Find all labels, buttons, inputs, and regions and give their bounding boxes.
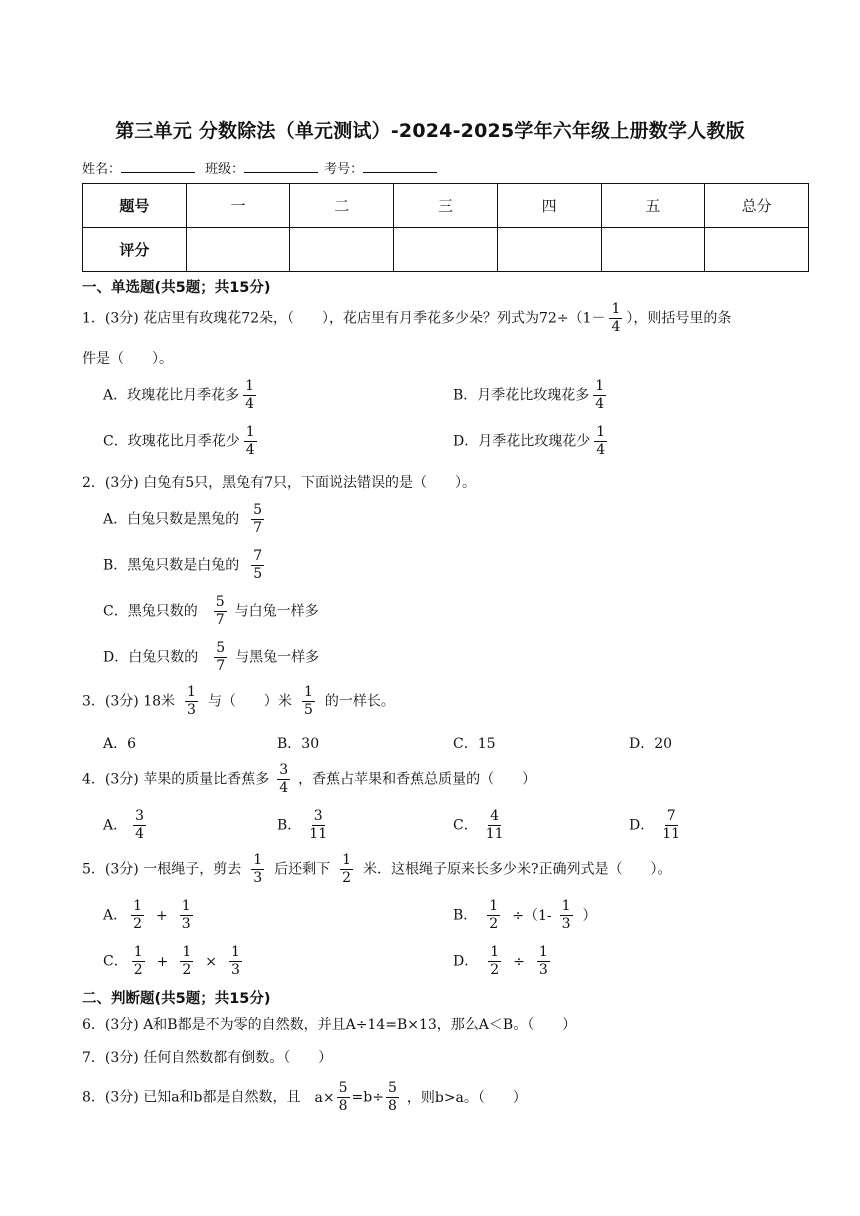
page-title: 第三单元 分数除法（单元测试）-2024-2025学年六年级上册数学人教版	[115, 120, 745, 142]
option-3a[interactable]: A．6	[103, 736, 137, 752]
fraction: $\frac{1}{4}$	[245, 424, 255, 458]
option-2c[interactable]: C．黑兔只数的 $\frac{5}{7}$ 与白兔一样多	[103, 594, 319, 628]
class-blank[interactable]	[244, 160, 318, 173]
score-cell[interactable]	[186, 228, 290, 272]
fraction: $\frac{1}{3}$	[538, 944, 548, 978]
fraction: $\frac{5}{7}$	[215, 594, 225, 628]
fraction: $\frac{7}{5}$	[253, 548, 263, 582]
score-header-cell: 一	[186, 184, 290, 228]
student-info	[82, 158, 443, 177]
score-header-cell: 二	[290, 184, 394, 228]
class-label: 班级：	[205, 162, 245, 177]
name-label: 姓名：	[82, 162, 122, 177]
question-2: 2．(3分) 白兔有5只，黑兔有7只，下面说法错误的是（ ）。	[82, 475, 477, 491]
score-table-score-row	[83, 228, 809, 272]
option-1b[interactable]: B．月季花比玫瑰花多 $\frac{1}{4}$	[453, 378, 605, 412]
question-1-text: 1．(3分) 花店里有玫瑰花72朵，（ ），花店里有月季花多少朵？列式为72÷（1－	[82, 310, 606, 327]
fraction: $\frac{1}{4}$	[595, 378, 605, 412]
fraction: $\frac{1}{2}$	[133, 898, 143, 932]
fraction: $\frac{1}{2}$	[133, 944, 143, 978]
score-header-cell: 总分	[705, 184, 809, 228]
question-7: 7．(3分) 任何自然数都有倒数。（ ）	[82, 1050, 333, 1066]
option-4a[interactable]: A． $\frac{3}{4}$	[103, 808, 145, 842]
fraction: $\frac{1}{3}$	[231, 944, 240, 978]
score-cell[interactable]	[290, 228, 394, 272]
score-header-cell: 三	[394, 184, 498, 228]
question-6: 6．(3分) A和B都是不为零的自然数，并且A÷14=B×13，那么A＜B。（ ）	[82, 1017, 577, 1033]
fraction: $\frac{1}{2}$	[489, 898, 499, 932]
fraction: $\frac{1}{4}$	[596, 424, 606, 458]
question-1-text-tail: ），则括号里的条	[626, 310, 732, 327]
option-4d[interactable]: D． $\frac{7}{11}$	[629, 808, 681, 842]
option-1d[interactable]: D．月季花比玫瑰花少 $\frac{1}{4}$	[453, 424, 606, 458]
score-cell[interactable]	[601, 228, 705, 272]
exam-label: 考号：	[324, 162, 364, 177]
fraction: $\frac{5}{8}$	[387, 1080, 397, 1114]
option-2d[interactable]: D．白兔只数的 $\frac{5}{7}$ 与黑兔一样多	[103, 640, 320, 674]
fraction: $\frac{5}{7}$	[216, 640, 226, 674]
fraction: $\frac{1}{2}$	[342, 852, 352, 886]
question-1-line2: 件是（ ）。	[82, 351, 173, 367]
option-5b[interactable]: B． $\frac{1}{2}$ ÷（1- $\frac{1}{3}$ ）	[453, 898, 597, 932]
score-header-cell: 题号	[83, 184, 187, 228]
option-4c[interactable]: C． $\frac{4}{11}$	[453, 808, 504, 842]
option-5d[interactable]: D． $\frac{1}{2}$ ÷ $\frac{1}{3}$	[453, 944, 548, 978]
question-5: 5．(3分) 一根绳子，剪去 $\frac{1}{3}$ 后还剩下 $\frac{1}{2}$ 米．这根绳子原来长多少米?正确列式是（ ）。	[82, 852, 672, 886]
score-table	[82, 183, 809, 272]
option-3d[interactable]: D．20	[629, 736, 673, 752]
score-table-header-row	[83, 184, 809, 228]
fraction: $\frac{7}{11}$	[662, 808, 681, 842]
question-4: 4．(3分) 苹果的质量比香蕉多 $\frac{3}{4}$ ，香蕉占苹果和香蕉总质量的（ ）	[82, 762, 537, 796]
section-heading-single-choice: 一、单选题(共5题；共15分)	[82, 280, 271, 296]
score-header-cell: 四	[497, 184, 601, 228]
fraction: $\frac{1}{2}$	[182, 944, 192, 978]
score-header-cell: 五	[601, 184, 705, 228]
option-3c[interactable]: C．15	[453, 736, 496, 752]
fraction: $\frac{1}{3}$	[253, 852, 263, 886]
fraction: $\frac{3}{11}$	[309, 808, 328, 842]
score-row-label: 评分	[83, 228, 187, 272]
fraction: $\frac{3}{4}$	[279, 762, 289, 796]
fraction: $\frac{1}{3}$	[187, 684, 196, 718]
fraction: $\frac{1}{5}$	[303, 684, 313, 718]
score-cell[interactable]	[705, 228, 809, 272]
score-cell[interactable]	[497, 228, 601, 272]
option-1a[interactable]: A．玫瑰花比月季花多 $\frac{1}{4}$	[103, 378, 255, 412]
fraction: $\frac{3}{4}$	[135, 808, 145, 842]
option-3b[interactable]: B．30	[277, 736, 320, 752]
option-4b[interactable]: B． $\frac{3}{11}$	[277, 808, 328, 842]
fraction: $\frac{1}{4}$	[611, 301, 621, 335]
question-3: 3．(3分) 18米 $\frac{1}{3}$ 与（ ）米 $\frac{1}{5}$ 的一样长。	[82, 684, 395, 718]
exam-blank[interactable]	[363, 160, 437, 173]
option-2b[interactable]: B．黑兔只数是白兔的 $\frac{7}{5}$	[103, 548, 263, 582]
fraction: $\frac{1}{3}$	[181, 898, 191, 932]
fraction: $\frac{1}{2}$	[490, 944, 500, 978]
section-heading-true-false: 二、判断题(共5题；共15分)	[82, 991, 271, 1007]
option-1c[interactable]: C．玫瑰花比月季花少 $\frac{1}{4}$	[103, 424, 255, 458]
name-blank[interactable]	[121, 160, 195, 173]
fraction: $\frac{1}{4}$	[245, 378, 255, 412]
fraction: $\frac{5}{7}$	[253, 502, 263, 536]
option-5a[interactable]: A． $\frac{1}{2}$ + $\frac{1}{3}$	[103, 898, 191, 932]
question-1	[82, 301, 731, 336]
option-5c[interactable]: C． $\frac{1}{2}$ + $\frac{1}{2}$ × $\frac{1}{3}$	[103, 944, 240, 978]
question-8: 8．(3分) 已知a和b都是自然数，且 a× $\frac{5}{8}$ =b÷ $\frac{5}{8}$ ，则b>a。（ ）	[82, 1080, 527, 1114]
score-cell[interactable]	[394, 228, 498, 272]
fraction: $\frac{4}{11}$	[485, 808, 504, 842]
option-2a[interactable]: A．白兔只数是黑兔的 $\frac{5}{7}$	[103, 502, 263, 536]
fraction: $\frac{1}{3}$	[561, 898, 571, 932]
fraction: $\frac{5}{8}$	[338, 1080, 348, 1114]
